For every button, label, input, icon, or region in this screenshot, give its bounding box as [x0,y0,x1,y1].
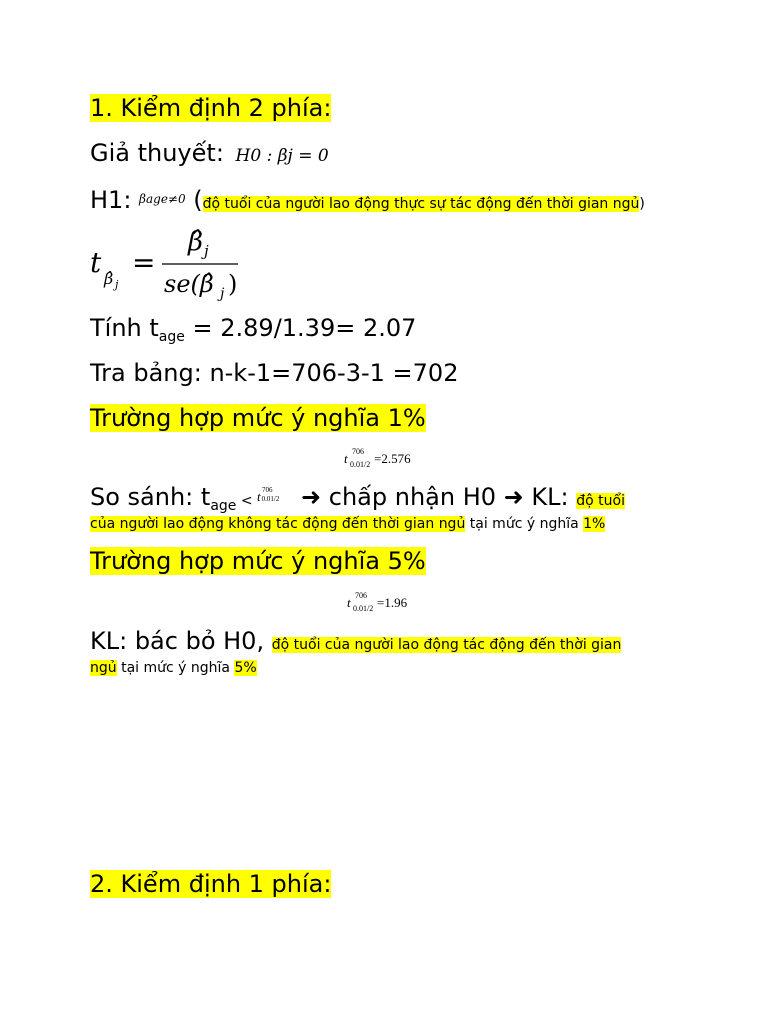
table-lookup-line [90,358,458,388]
h1-label: H1: [90,186,132,214]
t-formula-den-close: ) [228,270,238,298]
crit2-sub: 0.01/2 [353,604,374,613]
crit2-sup: 706 [355,591,367,600]
t-statistic-formula [90,222,250,302]
heading-1-text: 1. Kiểm định 2 phía: [90,94,332,122]
comparison-line-cont [90,514,605,534]
case2-critical-svg [347,589,427,613]
arrow-right-icon: ➜ [301,483,322,511]
hypothesis-h1-line [90,184,645,215]
case1-heading [90,403,426,433]
conclusion1-part2: của người lao động không tác động đến thời gian ngủ [90,516,466,532]
gia-thuyet-label: Giả thuyết: [90,139,224,167]
section-heading-2 [90,869,331,899]
kl-label-1: KL: [531,483,569,511]
crit1-value: =2.576 [374,451,411,466]
h1-close-paren: ) [639,196,645,212]
t-formula-num-j: j [204,242,209,260]
t-age-calculation [90,313,416,343]
so-sanh-crit: t 706 0.01/2 [257,486,280,504]
tra-bang-text: Tra bảng: n-k-1=706-3-1 =702 [90,359,459,387]
case2-conclusion-line [90,626,621,656]
accept-text: chấp nhận H0 [328,483,497,511]
h0-formula: H0 : βj = 0 [235,146,329,166]
tinh-prefix: Tính t [90,314,159,342]
case2-critical-value [347,589,427,617]
t-formula-num: β̂ [188,227,204,257]
t-formula-den: se(β̂ [164,270,214,298]
arrow-right-icon-2: ➜ [503,483,524,511]
case1-critical-svg [344,445,434,469]
section-heading-1 [90,93,331,123]
t-formula-lhs-sub-j: j [115,278,119,291]
conclusion2-part2: ngủ [90,660,117,676]
tai-muc-2: tại mức ý nghĩa [116,660,235,676]
tinh-rest: = 2.89/1.39= 2.07 [184,314,417,342]
tinh-sub: age [158,329,185,345]
conclusion2-part1: độ tuổi của người lao động tác động đến thời gian [271,637,622,653]
case2-conclusion-cont [90,658,257,678]
tai-muc-1: tại mức ý nghĩa [465,516,584,532]
case2-heading [90,546,426,576]
hypothesis-h0-line [90,138,329,171]
so-sanh-lt: < [236,493,258,509]
level-1: 1% [583,516,606,532]
t-formula-den-j: j [220,286,225,302]
so-sanh-prefix: So sánh: t [90,483,211,511]
heading-2-text: 2. Kiểm định 1 phía: [90,870,332,898]
t-formula-equals: = [132,246,156,279]
case1-critical-value [344,445,434,473]
t-formula-svg [90,222,250,302]
crit1-sub: 0.01/2 [350,460,371,469]
t-formula-lhs-sub: β̂ [104,269,114,288]
crit2-value: =1.96 [377,595,408,610]
crit1-t: t [344,451,348,466]
level-2: 5% [234,660,257,676]
h1-note: độ tuổi của người lao động thực sự tác động đến thời gian ngủ [202,196,640,212]
crit1-sup: 706 [352,447,364,456]
so-sanh-sub: age [210,498,237,514]
conclusion1-part1: độ tuổi [576,493,625,509]
case2-heading-text: Trường hợp mức ý nghĩa 5% [90,547,426,575]
h1-open-paren: ( [193,186,203,214]
kl-label-2: KL: bác bỏ H0, [90,627,265,655]
h1-formula: βage≠0 [139,192,186,206]
case1-heading-text: Trường hợp mức ý nghĩa 1% [90,404,426,432]
crit2-t: t [347,595,351,610]
t-formula-lhs: t [90,246,102,279]
comparison-line [90,482,625,516]
